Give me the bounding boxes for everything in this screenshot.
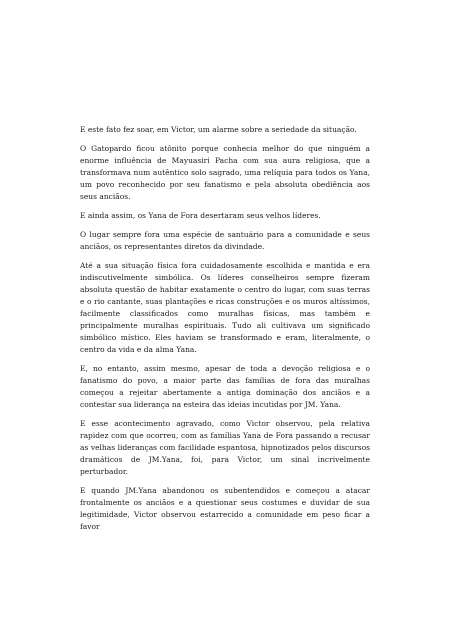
paragraph: O Gatopardo ficou atônito porque conhecia melhor do que ninguém a enorme influência de Mayuasiri Pacha com sua aura religiosa, que a transformava num autêntico solo sagrado, uma relíquia para todos os Yana, um povo reconhecido por seu fanatismo e pela absoluta obediência aos seus anciãos. <box>80 144 370 201</box>
paragraph: E ainda assim, os Yana de Fora desertaram seus velhos líderes. <box>80 211 321 220</box>
paragraph: E esse acontecimento agravado, como Victor observou, pela relativa rapidez com que ocorreu, com as famílias Yana de Fora passando a recusar as velhas lideranças com facilidade espantosa, hipnotizados pelos discursos dramáticos de JM.Yana, foi, para Victor, um sinal incrivelmente perturbador. <box>80 419 370 476</box>
paragraph: E este fato fez soar, em Victor, um alarme sobre a seriedade da situação. <box>80 125 357 134</box>
paragraph: O lugar sempre fora uma espécie de santuário para a comunidade e seus anciãos, os representantes diretos da divindade. <box>80 230 370 251</box>
body-text <box>80 124 370 540</box>
paragraph: E quando JM.Yana abandonou os subentendidos e começou a atacar frontalmente os anciãos e a questionar seus costumes e duvidar de sua legitimidade, Victor observou estarrecido a comunidade em peso ficar a favor <box>80 486 370 531</box>
paragraph: Até a sua situação física fora cuidadosamente escolhida e mantida e era indiscutivelmente simbólica. Os líderes conselheiros sempre fizeram absoluta questão de habitar exatamente o centro do lugar, com suas terras e o rio cantante, suas plantações e ricas construções e os muros altíssimos, facilmente classificados como muralhas físicas, mas também e principalmente muralhas espirituais. Tudo ali cultivava um significado simbólico místico. Eles haviam se transformado e eram, literalmente, o centro da vida e da alma Yana. <box>80 261 370 354</box>
paragraph: E, no entanto, assim mesmo, apesar de toda a devoção religiosa e o fanatismo do povo, a maior parte das famílias de fora das muralhas começou a rejeitar abertamente a antiga dominação dos anciãos e a contestar sua liderança na esteira das ideias incutidas por JM. Yana. <box>80 364 370 409</box>
